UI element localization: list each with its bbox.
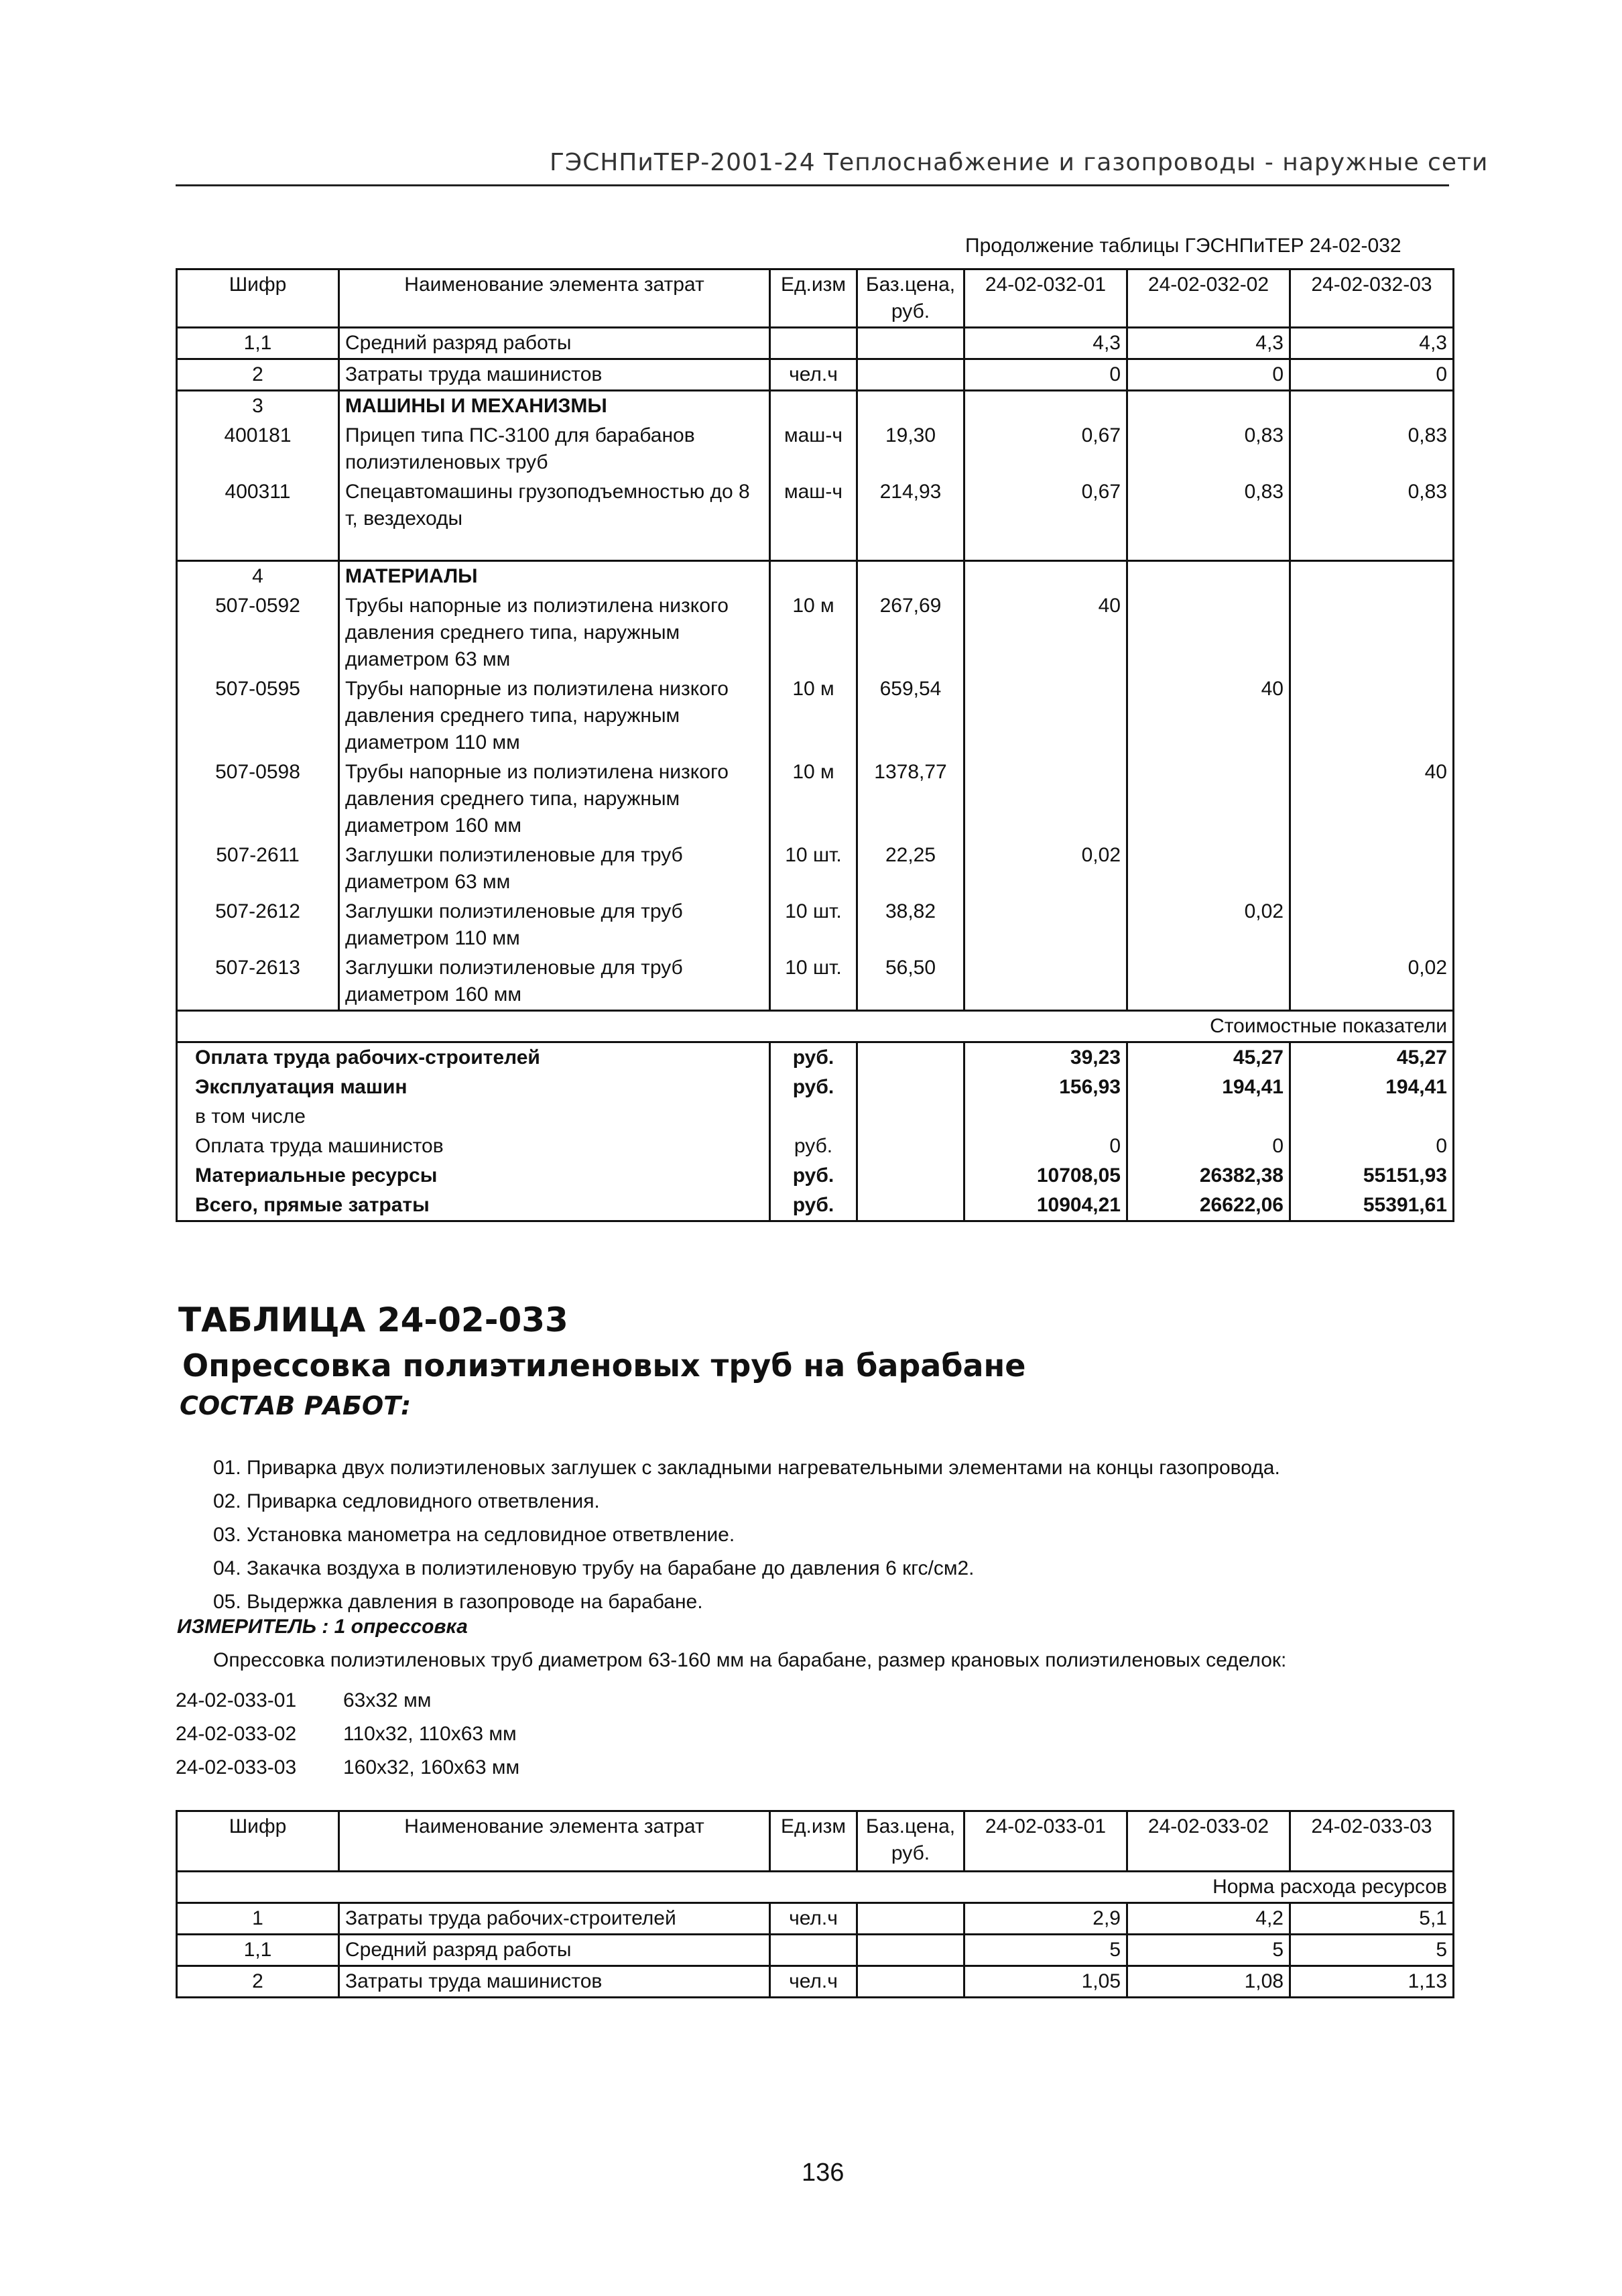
cell-name: Затраты труда рабочих-строителей [339, 1903, 770, 1935]
col-header-base-price: Баз.цена, руб. [857, 269, 964, 328]
code-item [176, 1751, 519, 1785]
cell-unit: 10 м [770, 758, 857, 841]
table-row [177, 391, 1454, 422]
cost-unit: руб. [770, 1161, 857, 1191]
section-description: Опрессовка полиэтиленовых труб диаметром 63-160 мм на барабане, размер крановых полиэтиленовых седелок: [213, 1649, 1287, 1671]
cell-price [857, 391, 964, 422]
cell-group-title: МАШИНЫ И МЕХАНИЗМЫ [339, 391, 770, 422]
table-row [177, 1872, 1454, 1903]
cost-unit: руб. [770, 1042, 857, 1073]
cost-unit: руб. [770, 1132, 857, 1161]
cell-group-title: МАТЕРИАЛЫ [339, 560, 770, 591]
cell-value [1127, 391, 1290, 422]
cell-value: 40 [1290, 758, 1454, 841]
cell-name: Трубы напорные из полиэтилена низкого давления среднего типа, наружным диаметром 110 мм [339, 674, 770, 758]
cell-value: 1,05 [964, 1966, 1127, 1998]
table-row [177, 560, 1454, 591]
cell-code: 507-2611 [177, 841, 339, 897]
cell-value [964, 391, 1127, 422]
cell-unit: 10 шт. [770, 953, 857, 1011]
cell-value: 0,02 [964, 841, 1127, 897]
cell-value [964, 953, 1127, 1011]
cell-name: Прицеп типа ПС-3100 для барабанов полиэтиленовых труб [339, 421, 770, 477]
cell-value: 40 [964, 591, 1127, 674]
table-subtitle: Опрессовка полиэтиленовых труб на барабане [182, 1347, 1026, 1384]
cell-unit: 10 шт. [770, 841, 857, 897]
cell-name: Трубы напорные из полиэтилена низкого давления среднего типа, наружным диаметром 63 мм [339, 591, 770, 674]
cell-code: 507-2613 [177, 953, 339, 1011]
cell-name: Трубы напорные из полиэтилена низкого давления среднего типа, наружным диаметром 160 мм [339, 758, 770, 841]
cell-unit: 10 м [770, 591, 857, 674]
code-label: 24-02-033-03 [176, 1756, 297, 1778]
table-row [177, 421, 1454, 477]
table-row [177, 1010, 1454, 1042]
works-list [213, 1451, 1280, 1619]
cost-row [177, 1073, 1454, 1102]
cell-value: 40 [1127, 674, 1290, 758]
cell-price: 38,82 [857, 897, 964, 953]
cell-name: Средний разряд работы [339, 328, 770, 359]
cell-price [857, 560, 964, 591]
cost-label: Оплата труда машинистов [177, 1132, 770, 1161]
cell-value: 1,13 [1290, 1966, 1454, 1998]
cell-name: Заглушки полиэтиленовые для труб диаметром 63 мм [339, 841, 770, 897]
code-label: 24-02-033-02 [176, 1723, 297, 1745]
code-item [176, 1717, 519, 1751]
cell-value [1127, 841, 1290, 897]
cell-value: 5,1 [1290, 1903, 1454, 1935]
cell-name: Заглушки полиэтиленовые для труб диаметром 110 мм [339, 897, 770, 953]
header-rule [176, 184, 1449, 186]
col-header-code: Шифр [177, 269, 339, 328]
cell-name: Заглушки полиэтиленовые для труб диаметром 160 мм [339, 953, 770, 1011]
cell-name: Затраты труда машинистов [339, 1966, 770, 1998]
cell-value [964, 674, 1127, 758]
cell-code: 1 [177, 1903, 339, 1935]
cell-unit: чел.ч [770, 1903, 857, 1935]
work-item: 01. Приварка двух полиэтиленовых заглушек с закладными нагревательными элементами на концы газопровода. [213, 1457, 1280, 1479]
table-row [177, 359, 1454, 391]
table-row [177, 674, 1454, 758]
code-value: 160х32, 160х63 мм [343, 1756, 520, 1778]
cell-value: 0,83 [1127, 421, 1290, 477]
code-item [176, 1684, 519, 1717]
cell-code: 3 [177, 391, 339, 422]
table-continuation-note: Продолжение таблицы ГЭСНПиТЕР 24-02-032 [965, 235, 1401, 257]
cell-unit: 10 шт. [770, 897, 857, 953]
cell-price [857, 1903, 964, 1935]
cost-value: 156,93 [964, 1073, 1127, 1102]
table-row [177, 1903, 1454, 1935]
cell-code: 507-0592 [177, 591, 339, 674]
cell-value: 5 [964, 1935, 1127, 1966]
cell-value: 1,08 [1127, 1966, 1290, 1998]
cell-price [857, 359, 964, 391]
cell-value: 0 [1127, 359, 1290, 391]
cost-row [177, 1132, 1454, 1161]
cell-value: 5 [1127, 1935, 1290, 1966]
cell-value: 4,2 [1127, 1903, 1290, 1935]
table-row [177, 841, 1454, 897]
cost-row [177, 1042, 1454, 1073]
cell-price [857, 328, 964, 359]
cell-value [1290, 674, 1454, 758]
cell-code: 1,1 [177, 328, 339, 359]
cost-label: Материальные ресурсы [177, 1161, 770, 1191]
table-row [177, 477, 1454, 560]
cost-value: 0 [1290, 1132, 1454, 1161]
cost-value: 26382,38 [1127, 1161, 1290, 1191]
cell-price: 214,93 [857, 477, 964, 560]
cell-unit: чел.ч [770, 1966, 857, 1998]
cell-price: 19,30 [857, 421, 964, 477]
cell-value [1290, 897, 1454, 953]
cell-price: 659,54 [857, 674, 964, 758]
running-header: ГЭСНПиТЕР-2001-24 Теплоснабжение и газопроводы - наружные сети [550, 149, 1489, 176]
table-row [177, 1935, 1454, 1966]
col-header-unit: Ед.изм [770, 269, 857, 328]
cell-value: 4,3 [964, 328, 1127, 359]
cell-price [857, 1966, 964, 1998]
cost-value: 10904,21 [964, 1191, 1127, 1221]
col-header-norm-02: 24-02-032-02 [1127, 269, 1290, 328]
cost-label: Оплата труда рабочих-строителей [177, 1042, 770, 1073]
cell-value: 0,67 [964, 421, 1127, 477]
works-heading: СОСТАВ РАБОТ: [180, 1391, 412, 1421]
col-header-norm-03: 24-02-033-03 [1290, 1811, 1454, 1872]
cell-price [857, 1935, 964, 1966]
cell-value: 0,02 [1290, 953, 1454, 1011]
cell-value: 0,83 [1290, 421, 1454, 477]
work-item: 05. Выдержка давления в газопроводе на барабане. [213, 1591, 703, 1613]
cell-name: Затраты труда машинистов [339, 359, 770, 391]
table-row [177, 953, 1454, 1011]
code-list [176, 1684, 519, 1785]
cell-value [964, 758, 1127, 841]
cell-code: 1,1 [177, 1935, 339, 1966]
cost-row [177, 1191, 1454, 1221]
cell-price: 267,69 [857, 591, 964, 674]
cell-unit [770, 560, 857, 591]
cell-value: 0 [1290, 359, 1454, 391]
cell-unit: маш-ч [770, 477, 857, 560]
cell-price: 22,25 [857, 841, 964, 897]
cost-unit: руб. [770, 1191, 857, 1221]
col-header-base-price: Баз.цена, руб. [857, 1811, 964, 1872]
cell-value [1290, 591, 1454, 674]
cell-value: 0 [964, 359, 1127, 391]
cost-value: 0 [964, 1132, 1127, 1161]
cell-code: 400311 [177, 477, 339, 560]
cell-value [1290, 841, 1454, 897]
cell-unit: чел.ч [770, 359, 857, 391]
cell-code: 2 [177, 359, 339, 391]
table-row [177, 897, 1454, 953]
col-header-norm-01: 24-02-032-01 [964, 269, 1127, 328]
table-row [177, 328, 1454, 359]
cost-value: 55391,61 [1290, 1191, 1454, 1221]
cell-value: 4,3 [1290, 328, 1454, 359]
cell-value: 2,9 [964, 1903, 1127, 1935]
cell-value [1127, 560, 1290, 591]
measure-unit: ИЗМЕРИТЕЛЬ : 1 опрессовка [177, 1616, 468, 1638]
cost-value: 10708,05 [964, 1161, 1127, 1191]
cell-unit: маш-ч [770, 421, 857, 477]
cell-code: 507-0595 [177, 674, 339, 758]
resource-table-24-02-032 [176, 268, 1454, 1222]
cost-value: 45,27 [1290, 1042, 1454, 1073]
cost-row [177, 1161, 1454, 1191]
col-header-norm-01: 24-02-033-01 [964, 1811, 1127, 1872]
resource-table-24-02-033 [176, 1810, 1454, 1998]
col-header-code: Шифр [177, 1811, 339, 1872]
cell-code: 400181 [177, 421, 339, 477]
cell-code: 507-0598 [177, 758, 339, 841]
cell-value [964, 897, 1127, 953]
cost-value: 39,23 [964, 1042, 1127, 1073]
cost-row [177, 1102, 1454, 1132]
cell-code: 2 [177, 1966, 339, 1998]
cell-value: 0,67 [964, 477, 1127, 560]
cell-code: 507-2612 [177, 897, 339, 953]
cost-value: 45,27 [1127, 1042, 1290, 1073]
cell-value [1127, 953, 1290, 1011]
code-label: 24-02-033-01 [176, 1689, 297, 1711]
cost-label: Эксплуатация машин [177, 1073, 770, 1102]
work-item: 04. Закачка воздуха в полиэтиленовую трубу на барабане до давления 6 кгс/см2. [213, 1557, 975, 1579]
cost-value: 55151,93 [1290, 1161, 1454, 1191]
cost-value: 26622,06 [1127, 1191, 1290, 1221]
cell-value: 5 [1290, 1935, 1454, 1966]
work-item: 02. Приварка седловидного ответвления. [213, 1490, 600, 1512]
work-item: 03. Установка манометра на седловидное ответвление. [213, 1524, 735, 1546]
cell-code: 4 [177, 560, 339, 591]
cell-unit [770, 391, 857, 422]
col-header-norm-03: 24-02-032-03 [1290, 269, 1454, 328]
cell-value [1127, 758, 1290, 841]
col-header-name: Наименование элемента затрат [339, 1811, 770, 1872]
cost-value: 194,41 [1127, 1073, 1290, 1102]
cell-price: 1378,77 [857, 758, 964, 841]
table-row [177, 1966, 1454, 1998]
cell-name: Средний разряд работы [339, 1935, 770, 1966]
cell-value [1127, 591, 1290, 674]
cell-unit: 10 м [770, 674, 857, 758]
cost-label: Всего, прямые затраты [177, 1191, 770, 1221]
cell-value: 0,83 [1127, 477, 1290, 560]
cell-value [964, 560, 1127, 591]
cost-caption: Стоимостные показатели [177, 1010, 1454, 1042]
page-number: 136 [802, 2159, 845, 2187]
cell-value: 0,83 [1290, 477, 1454, 560]
table-row [177, 758, 1454, 841]
code-value: 110х32, 110х63 мм [343, 1723, 517, 1745]
cost-unit: руб. [770, 1073, 857, 1102]
code-value: 63х32 мм [343, 1689, 432, 1711]
cost-value: 194,41 [1290, 1073, 1454, 1102]
cell-price: 56,50 [857, 953, 964, 1011]
col-header-unit: Ед.изм [770, 1811, 857, 1872]
cost-value: 0 [1127, 1132, 1290, 1161]
cell-name: Спецавтомашины грузоподъемностью до 8 т, вездеходы [339, 477, 770, 560]
cell-value [1290, 560, 1454, 591]
cell-value: 4,3 [1127, 328, 1290, 359]
cell-value: 0,02 [1127, 897, 1290, 953]
cost-label: в том числе [177, 1102, 770, 1132]
cell-unit [770, 328, 857, 359]
table-row [177, 591, 1454, 674]
cell-value [1290, 391, 1454, 422]
norm-caption: Норма расхода ресурсов [177, 1872, 1454, 1903]
col-header-norm-02: 24-02-033-02 [1127, 1811, 1290, 1872]
cell-unit [770, 1935, 857, 1966]
col-header-name: Наименование элемента затрат [339, 269, 770, 328]
table-title: ТАБЛИЦА 24-02-033 [178, 1301, 568, 1339]
